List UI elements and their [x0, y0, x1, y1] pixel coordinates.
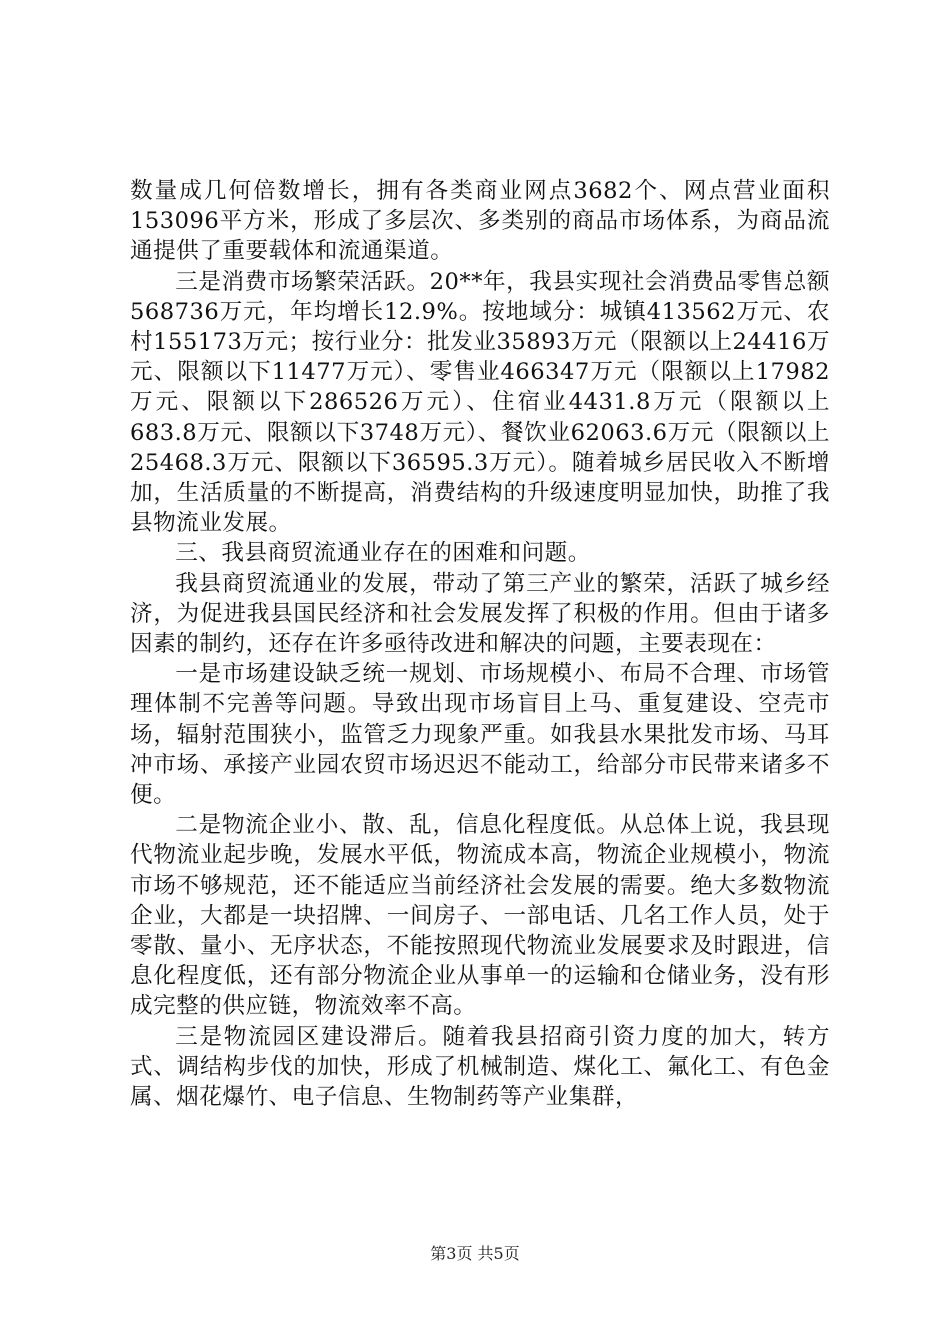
page-number: 第3页 共5页: [430, 1244, 520, 1263]
page-footer: [0, 1244, 950, 1264]
paragraph-4: 我县商贸流通业的发展，带动了第三产业的繁荣，活跃了城乡经济，为促进我县国民经济和社会发展发挥了积极的作用。但由于诸多因素的制约，还存在许多亟待改进和解决的问题，主要表现在：: [130, 570, 830, 658]
paragraph-2: 三是消费市场繁荣活跃。20**年，我县实现社会消费品零售总额568736万元，年均增长12.9%。按地域分：城镇413562万元、农村155173万元；按行业分：批发业35893万元（限额以上24416万元、限额以下11477万元）、零售业466347万元（限额以上17982万元、限额以下286526万元）、住宿业4431.8万元（限额以上683.8万元、限额以下3748万元）、餐饮业62063.6万元（限额以上25468.3万元、限额以下36595.3万元）。随着城乡居民收入不断增加，生活质量的不断提高，消费结构的升级速度明显加快，助推了我县物流业发展。: [130, 268, 830, 537]
paragraph-1: 数量成几何倍数增长，拥有各类商业网点3682个、网点营业面积153096平方米，形成了多层次、多类别的商品市场体系，为商品流通提供了重要载体和流通渠道。: [130, 178, 830, 265]
document-body: [130, 176, 830, 1112]
section-heading: 三、我县商贸流通业存在的困难和问题。: [175, 540, 591, 567]
paragraph-5: 一是市场建设缺乏统一规划、市场规模小、布局不合理、市场管理体制不完善等问题。导致出现市场盲目上马、重复建设、空壳市场，辐射范围狭小，监管乏力现象严重。如我县水果批发市场、马耳冲市场、承接产业园农贸市场迟迟不能动工，给部分市民带来诸多不便。: [130, 661, 830, 809]
paragraph-6: 二是物流企业小、散、乱，信息化程度低。从总体上说，我县现代物流业起步晚，发展水平低，物流成本高，物流企业规模小，物流市场不够规范，还不能适应当前经济社会发展的需要。绝大多数物流企业，大都是一块招牌、一间房子、一部电话、几名工作人员，处于零散、量小、无序状态，不能按照现代物流业发展要求及时跟进，信息化程度低，还有部分物流企业从事单一的运输和仓储业务，没有形成完整的供应链，物流效率不高。: [130, 812, 830, 1020]
paragraph-7: 三是物流园区建设滞后。随着我县招商引资力度的加大，转方式、调结构步伐的加快，形成了机械制造、煤化工、氟化工、有色金属、烟花爆竹、电子信息、生物制药等产业集群，: [130, 1023, 830, 1111]
